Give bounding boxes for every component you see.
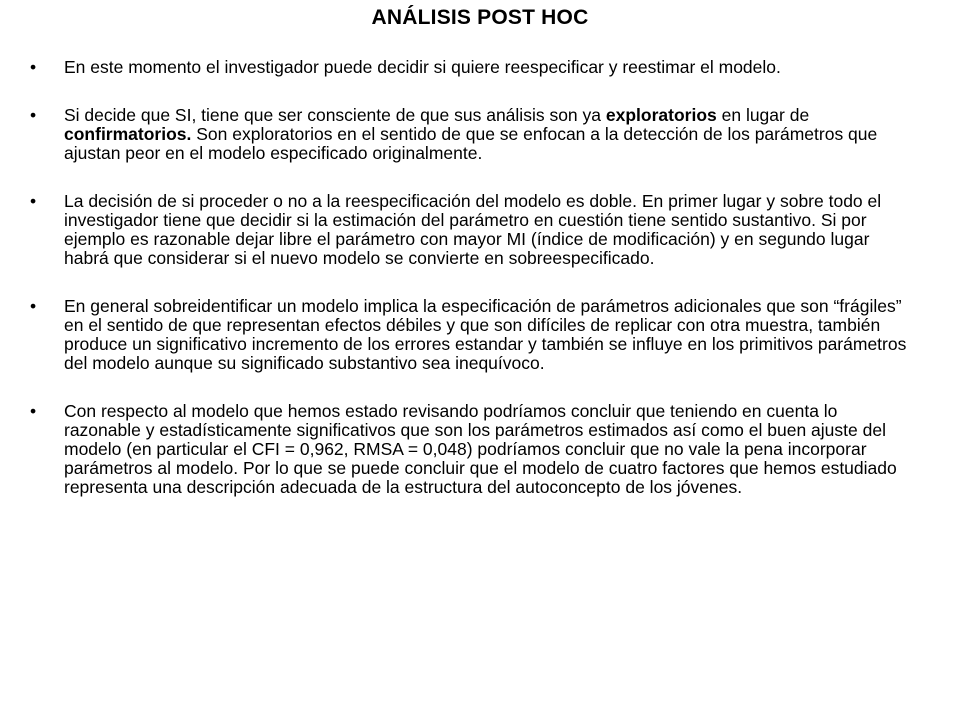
bullet-dot: • <box>30 401 37 421</box>
bold-term-exploratorios: exploratorios <box>605 105 717 125</box>
bullet-dot: • <box>30 296 37 316</box>
bullet-text: En general sobreidentificar un modelo implica la especificación de parámetros adicionales que son “frágiles” en el sentido de que representan efectos débiles y que son difíciles de replicar con otra muestra, también produce un significativo incremento de los errores estandar y también se influye en los primitivos parámetros del modelo aunque su significado substantivo sea inequívoco. <box>64 296 907 373</box>
bullet-item <box>30 106 910 163</box>
bold-term-confirmatorios: confirmatorios. <box>64 124 192 144</box>
bullet-dot: • <box>30 105 37 125</box>
bullet-text: en lugar de <box>716 105 810 125</box>
bullet-item <box>30 192 910 268</box>
bullet-dot: • <box>30 191 37 211</box>
bullet-item <box>30 402 910 497</box>
bullet-list <box>30 58 910 526</box>
bullet-item <box>30 297 910 373</box>
bullet-text: La decisión de si proceder o no a la reespecificación del modelo es doble. En primer lugar y sobre todo el investigador tiene que decidir si la estimación del parámetro en cuestión tiene sentido sustantivo. Si por ejemplo es razonable dejar libre el parámetro con mayor MI (índice de modificación) y en segundo lugar habrá que considerar si el nuevo modelo se convierte en sobreespecificado. <box>64 191 882 268</box>
bullet-text: Son exploratorios en el sentido de que se enfocan a la detección de los parámetros que ajustan peor en el modelo especificado originalmente. <box>64 124 878 163</box>
bullet-item <box>30 58 910 77</box>
slide-title: ANÁLISIS POST HOC <box>371 6 589 29</box>
bullet-text: Con respecto al modelo que hemos estado revisando podríamos concluir que teniendo en cuenta lo razonable y estadísticamente significativos que son los parámetros estimados así como el buen ajuste del modelo (en particular el CFI = 0,962, RMSA = 0,048) podríamos concluir que no vale la pena incorporar parámetros al modelo. Por lo que se puede concluir que el modelo de cuatro factores que hemos estudiado representa una descripción adecuada de la estructura del autoconcepto de los jóvenes. <box>64 401 897 497</box>
bullet-dot: • <box>30 57 37 77</box>
bullet-text: En este momento el investigador puede decidir si quiere reespecificar y reestimar el modelo. <box>64 57 781 77</box>
bullet-text: Si decide que SI, tiene que ser consciente de que sus análisis son ya <box>64 105 606 125</box>
